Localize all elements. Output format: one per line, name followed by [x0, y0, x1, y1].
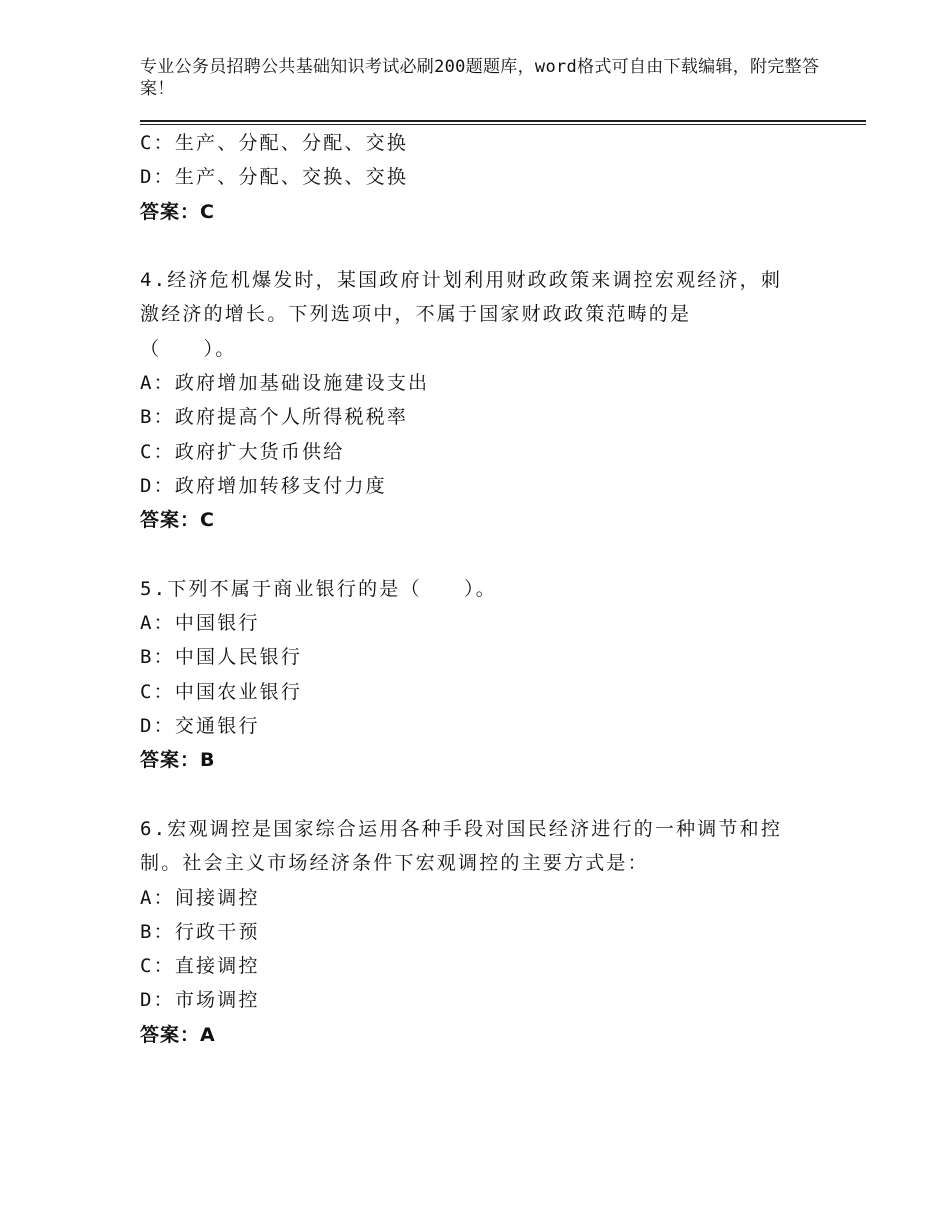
option-d: D：交通银行	[140, 715, 260, 738]
question-stem: 制。社会主义市场经济条件下宏观调控的主要方式是：	[140, 852, 649, 875]
option-c: C：直接调控	[140, 955, 260, 978]
option-b: B：行政干预	[140, 920, 260, 943]
answer: 答案：C	[140, 509, 215, 532]
answer: 答案：C	[140, 200, 215, 223]
question-4	[140, 263, 840, 537]
option-d: D：市场调控	[140, 989, 260, 1012]
spacer	[140, 778, 840, 812]
option-b: B：中国人民银行	[140, 646, 303, 669]
option-c: C：政府扩大货币供给	[140, 440, 345, 463]
spacer	[140, 538, 840, 572]
question-stem: 激经济的增长。下列选项中，不属于国家财政政策范畴的是	[140, 303, 692, 326]
question-6	[140, 812, 840, 1052]
option-c: C：中国农业银行	[140, 680, 303, 703]
option-c: C：生产、分配、分配、交换	[140, 132, 409, 154]
question-content	[140, 126, 840, 1052]
answer: 答案：B	[140, 749, 216, 772]
question-stem: （ ）。	[140, 337, 237, 360]
question-5	[140, 572, 840, 778]
page-header: 专业公务员招聘公共基础知识考试必刷200题题库，word格式可自由下载编辑，附完整答案！	[140, 57, 820, 99]
question-stem: 4.经济危机爆发时，某国政府计划利用财政政策来调控宏观经济，刺	[140, 269, 783, 292]
header-divider	[140, 120, 866, 125]
option-d: D：生产、分配、交换、交换	[140, 166, 409, 189]
option-a: A：政府增加基础设施建设支出	[140, 372, 430, 395]
option-d: D：政府增加转移支付力度	[140, 474, 387, 497]
spacer	[140, 229, 840, 263]
answer: 答案：A	[140, 1023, 216, 1046]
option-a: A：间接调控	[140, 886, 260, 909]
question-stem: 5.下列不属于商业银行的是（ ）。	[140, 577, 497, 600]
option-a: A：中国银行	[140, 612, 260, 635]
option-b: B：政府提高个人所得税税率	[140, 406, 409, 429]
question-stem: 6.宏观调控是国家综合运用各种手段对国民经济进行的一种调节和控	[140, 817, 783, 840]
